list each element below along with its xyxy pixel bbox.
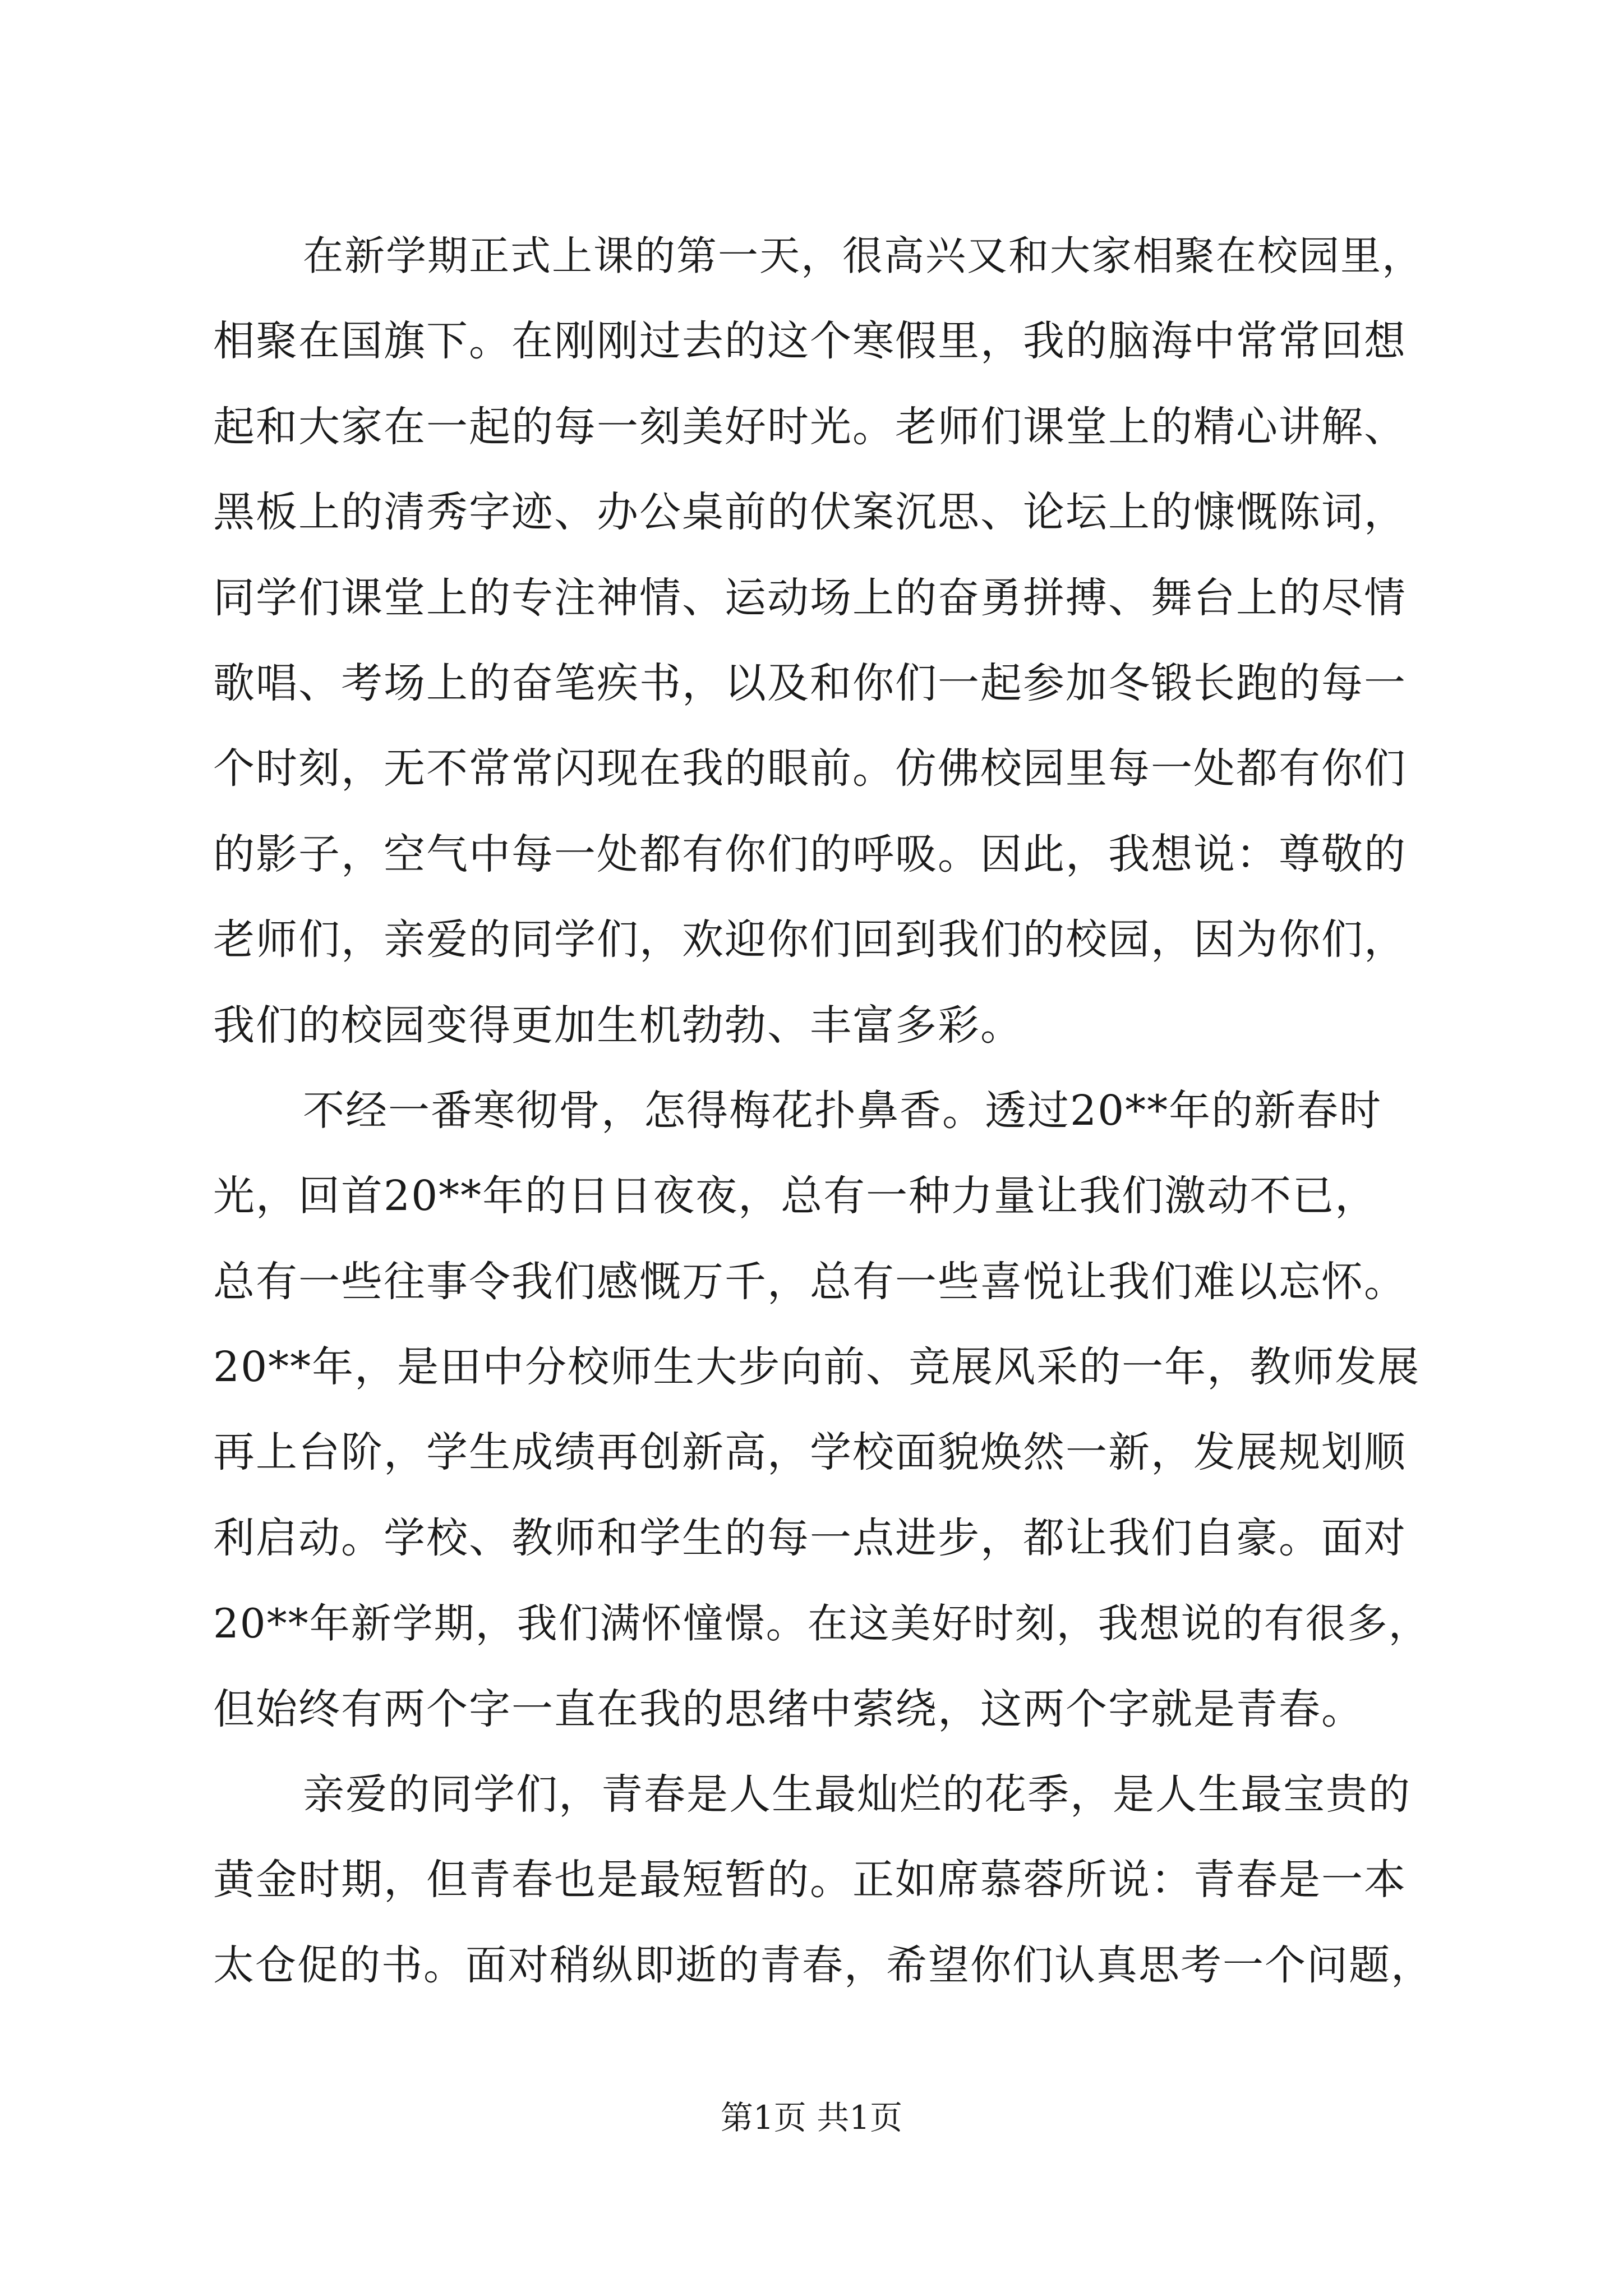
text-line: 的影子，空气中每一处都有你们的呼吸。因此，我想说：尊敬的	[213, 830, 1407, 878]
text-line: 再上台阶，学生成绩再创新高，学校面貌焕然一新，发展规划顺	[213, 1428, 1407, 1477]
text-line: 个时刻，无不常常闪现在我的眼前。仿佛校园里每一处都有你们	[213, 744, 1407, 793]
text-line: 20**年，是田中分校师生大步向前、竞展风采的一年，教师发展	[213, 1343, 1421, 1392]
text-line: 利启动。学校、教师和学生的每一点进步，都让我们自豪。面对	[213, 1513, 1407, 1562]
text-line: 在新学期正式上课的第一天，很高兴又和大家相聚在校园里，	[303, 232, 1424, 279]
text-line: 歌唱、考场上的奋笔疾书，以及和你们一起参加冬锻长跑的每一	[213, 659, 1407, 707]
text-line: 太仓促的书。面对稍纵即逝的青春，希望你们认真思考一个问题，	[213, 1941, 1433, 1989]
text-line: 黑板上的清秀字迹、办公桌前的伏案沉思、论坛上的慷慨陈词，	[213, 488, 1407, 537]
text-line: 不经一番寒彻骨，怎得梅花扑鼻香。透过20**年的新春时	[303, 1086, 1382, 1135]
text-line: 黄金时期，但青春也是最短暂的。正如席慕蓉所说：青春是一本	[213, 1856, 1407, 1904]
document-body	[213, 213, 1436, 2008]
text-line: 同学们课堂上的专注神情、运动场上的奋勇拼搏、舞台上的尽情	[213, 573, 1407, 622]
text-line: 起和大家在一起的每一刻美好时光。老师们课堂上的精心讲解、	[213, 402, 1407, 451]
text-line: 但始终有两个字一直在我的思绪中萦绕，这两个字就是青春。	[213, 1685, 1364, 1733]
page-number-footer: 第1页 共1页	[720, 2099, 903, 2137]
text-line: 老师们，亲爱的同学们，欢迎你们回到我们的校园，因为你们，	[213, 915, 1407, 964]
text-line: 光，回首20**年的日日夜夜，总有一种力量让我们激动不已，	[213, 1172, 1378, 1221]
text-line: 20**年新学期，我们满怀憧憬。在这美好时刻，我想说的有很多，	[213, 1600, 1430, 1648]
text-line: 亲爱的同学们，青春是人生最灿烂的花季，是人生最宝贵的	[303, 1770, 1411, 1819]
text-line: 相聚在国旗下。在刚刚过去的这个寒假里，我的脑海中常常回想	[213, 317, 1407, 366]
text-line: 我们的校园变得更加生机勃勃、丰富多彩。	[213, 1001, 1023, 1050]
text-line: 总有一些往事令我们感慨万千，总有一些喜悦让我们难以忘怀。	[213, 1257, 1407, 1306]
